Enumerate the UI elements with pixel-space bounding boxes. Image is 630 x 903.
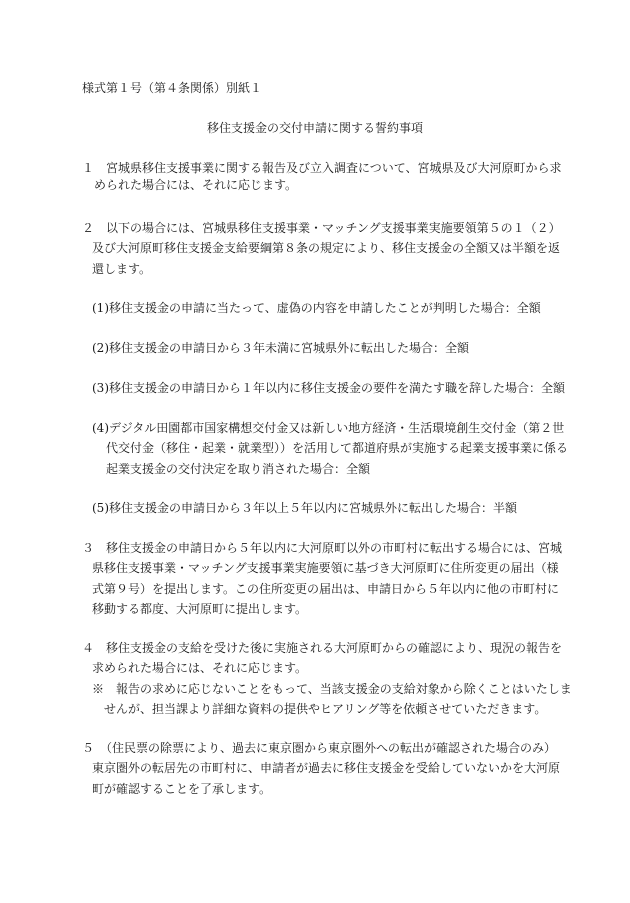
item-2-sub-1: (1)移住支援金の申請に当たって、虚偽の内容を申請したことが判明した場合：全額 (92, 301, 541, 315)
item-4-line: ４ 移住支援金の支給を受けた後に実施される大河原町からの確認により、現況の報告を (82, 641, 563, 655)
item-2-line: 還します。 (92, 261, 152, 276)
item-5-line: ５ （住民票の除票により、過去に東京圏から東京圏外への転出が確認された場合のみ） (82, 741, 557, 755)
item-1-line: １ 宮城県移住支援事業に関する報告及び立入調査について、宮城県及び大河原町から求 (82, 161, 562, 175)
item-2-line: 及び大河原町移住支援金支給要綱第８条の規定により、移住支援金の全額又は半額を返 (92, 241, 561, 256)
item-5-line: 町が確認することを了承します。 (92, 781, 272, 796)
document-title: 移住支援金の交付申請に関する誓約事項 (206, 121, 423, 135)
item-4-note-line: ※ 報告の求めに応じないことをもって、当該支援金の支給対象から除くことはいたしま (92, 681, 572, 696)
item-3-line: 県移住支援事業・マッチング支援事業実施要領に基づき大河原町に住所変更の届出（様 (92, 561, 559, 576)
item-2 (82, 220, 561, 278)
item-5-line: 東京圏外の転居先の市町村に、申請者が過去に移住支援金を受給していないかを大河原 (92, 761, 561, 776)
item-2-sub-2: (2)移住支援金の申請日から３年未満に宮城県外に転出した場合：全額 (92, 341, 470, 355)
item-2-sub-3: (3)移住支援金の申請日から１年以内に移住支援金の要件を満たす職を辞した場合：全額 (92, 381, 566, 395)
item-3-line: 式第９号）を提出します。この住所変更の届出は、申請日から５年以内に他の市町村に (92, 581, 560, 596)
item-1-line: められた場合には、それに応じます。 (94, 178, 298, 193)
item-2-sub-4-line: (4)デジタル田園都市国家構想交付金又は新しい地方経済・生活環境創生交付金（第２世 (92, 421, 565, 435)
form-header: 様式第１号（第４条関係）別紙１ (82, 81, 263, 95)
item-2-sub-4 (92, 420, 568, 478)
item-3-line: 移動する都度、大河原町に提出します。 (92, 602, 308, 617)
item-4-line: 求められた場合には、それに応じます。 (92, 661, 308, 676)
item-2-sub-5: (5)移住支援金の申請日から３年以上５年以内に宮城県外に転出した場合：半額 (92, 501, 518, 515)
item-4-note-line: せんが、担当課より詳細な資料の提供やヒアリング等を依頼させていただきます。 (104, 702, 547, 717)
item-2-sub-4-line: 起業支援金の交付決定を取り消された場合：全額 (106, 461, 371, 476)
item-5 (82, 740, 560, 798)
item-4 (82, 640, 572, 719)
item-2-line: ２ 以下の場合には、宮城県移住支援事業・マッチング支援事業実施要領第５の１（２） (82, 221, 561, 235)
item-2-sub-4-line: 代交付金（移住・起業・就業型））を活用して都道府県が実施する起業支援事業に係る (106, 441, 569, 456)
item-3-line: ３ 移住支援金の申請日から５年以内に大河原町以外の市町村に転出する場合には、宮城 (82, 541, 563, 555)
item-3 (82, 540, 562, 619)
item-1 (82, 160, 562, 195)
